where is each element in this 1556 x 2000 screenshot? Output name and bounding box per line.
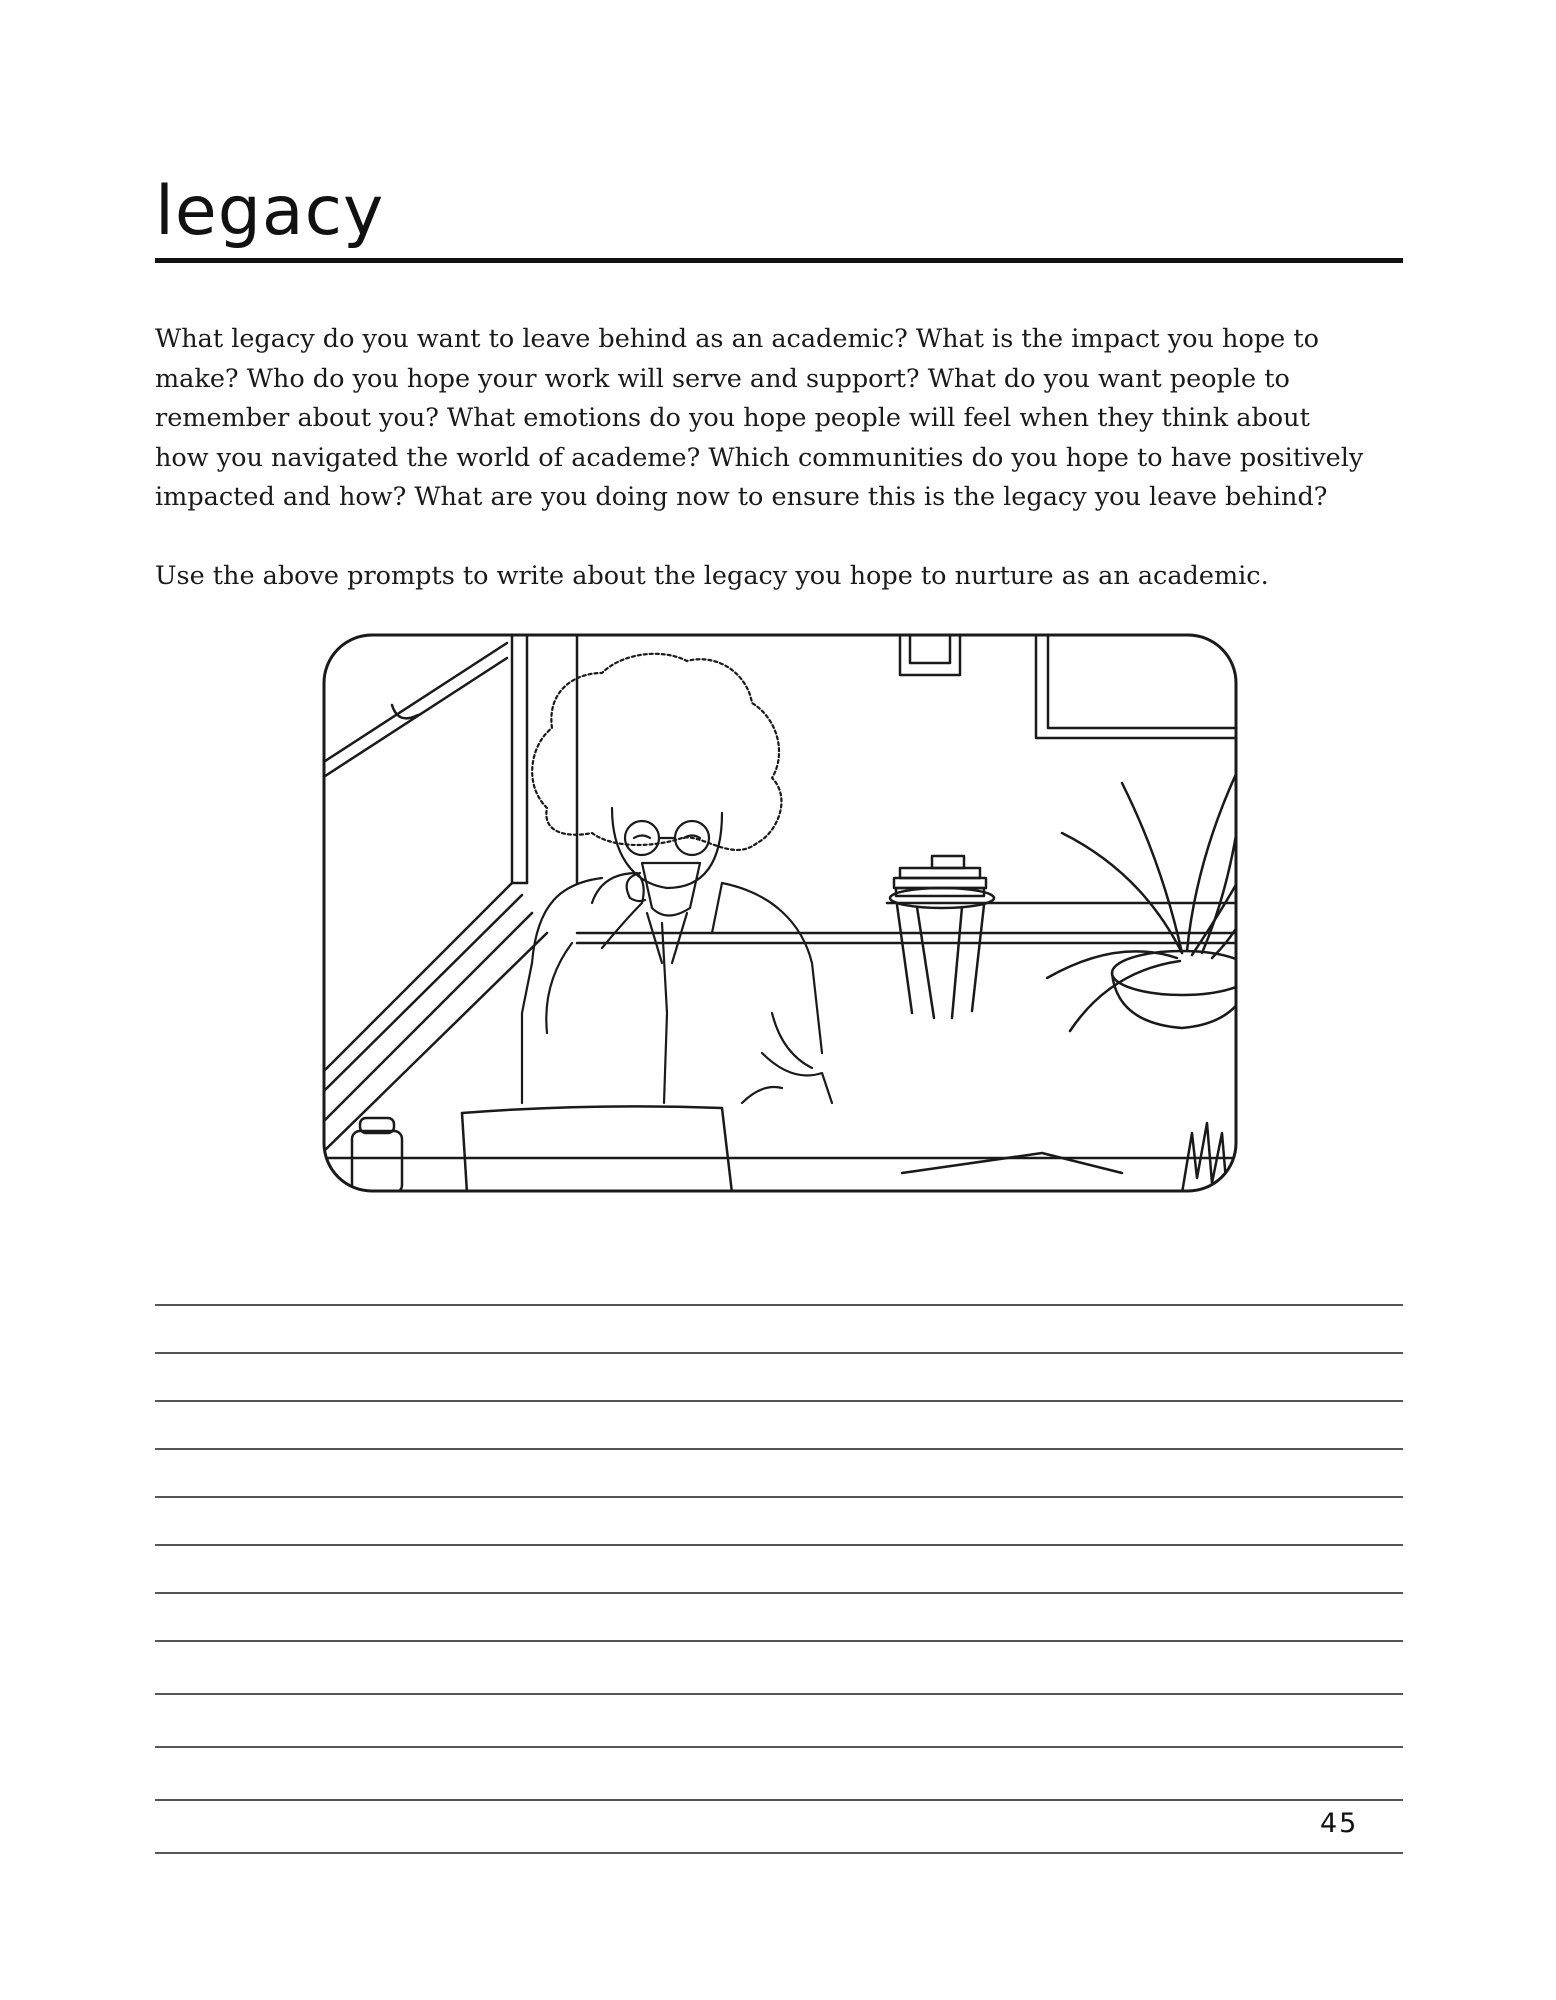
writing-line[interactable] xyxy=(155,1544,1403,1546)
writing-line[interactable] xyxy=(155,1746,1403,1748)
page-title: legacy xyxy=(155,172,385,251)
writing-line[interactable] xyxy=(155,1799,1403,1801)
writing-line[interactable] xyxy=(155,1852,1403,1854)
writing-line[interactable] xyxy=(155,1352,1403,1354)
prompt-line: What legacy do you want to leave behind as an academic? What is the impact you hope to xyxy=(155,324,1319,354)
prompt-line: how you navigated the world of academe? Which communities do you hope to have positively xyxy=(155,442,1364,473)
page-number: 45 xyxy=(1320,1808,1359,1839)
prompt-line: make? Who do you hope your work will serve and support? What do you want people to xyxy=(155,363,1290,394)
writing-line[interactable] xyxy=(155,1304,1403,1306)
writing-line[interactable] xyxy=(155,1640,1403,1642)
prompt-line: impacted and how? What are you doing now to ensure this is the legacy you leave behind? xyxy=(155,482,1328,512)
writing-line[interactable] xyxy=(155,1496,1403,1498)
writing-instruction: Use the above prompts to write about the legacy you hope to nurture as an academic. xyxy=(155,561,1269,591)
prompt-line: remember about you? What emotions do you hope people will feel when they think about xyxy=(155,403,1310,433)
writing-line[interactable] xyxy=(155,1592,1403,1594)
writing-line[interactable] xyxy=(155,1400,1403,1402)
writing-line[interactable] xyxy=(155,1448,1403,1450)
writing-lines[interactable] xyxy=(155,0,1403,2000)
writing-line[interactable] xyxy=(155,1693,1403,1695)
